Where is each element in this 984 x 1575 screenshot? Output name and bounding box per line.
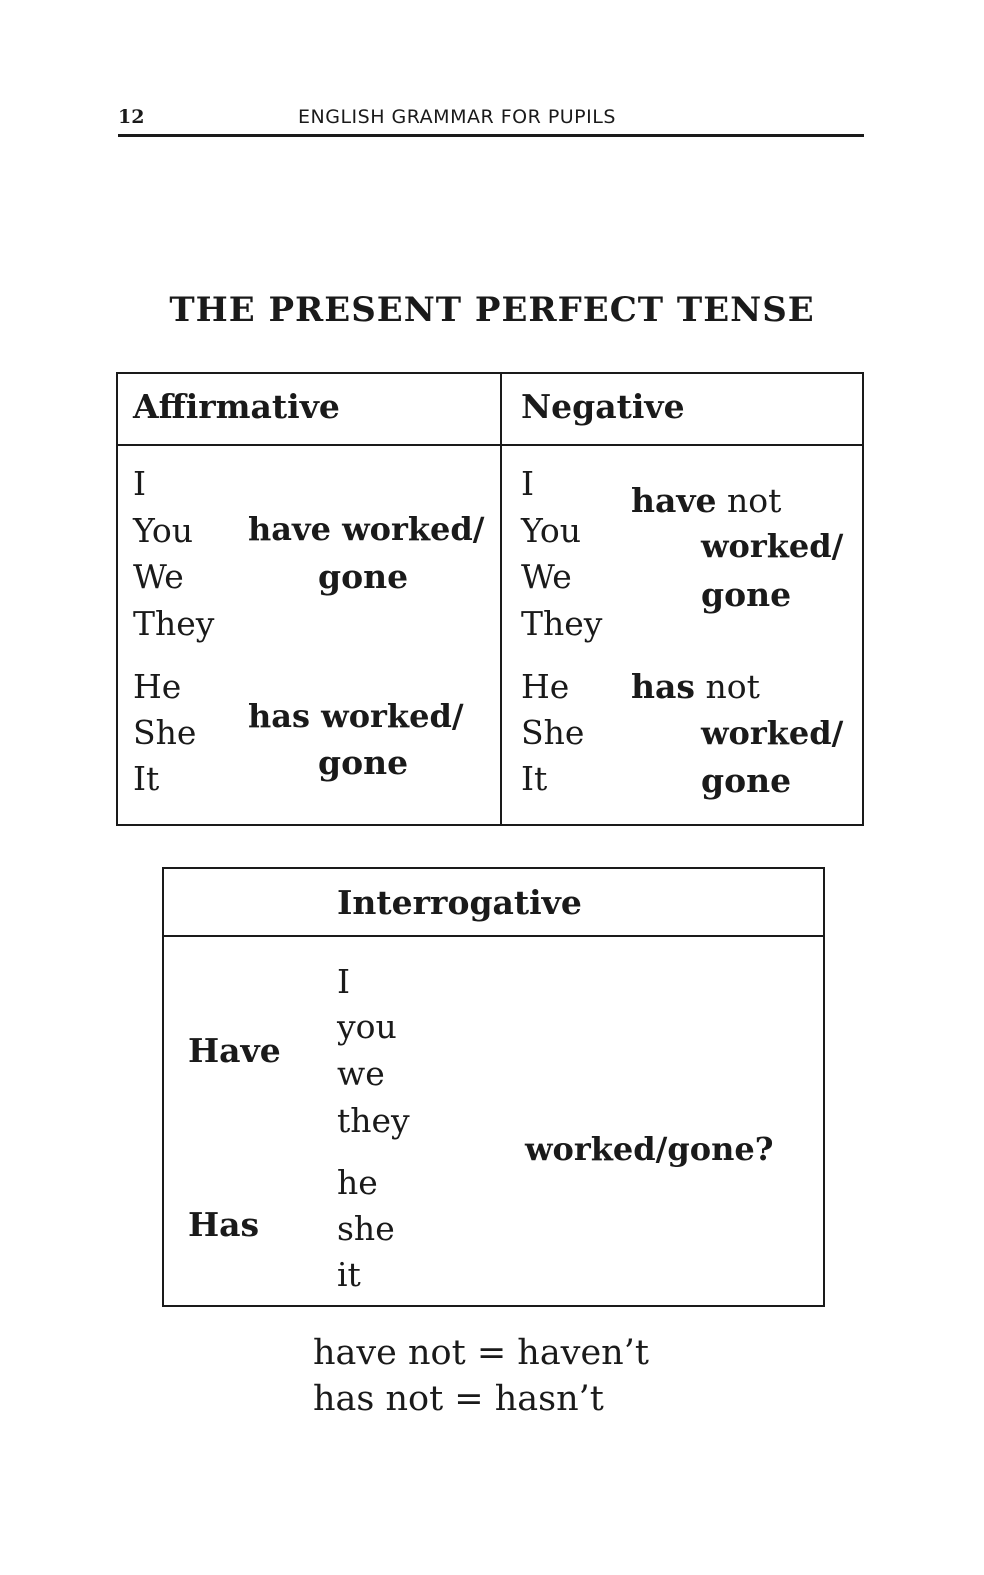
negative-pronoun-he: He [521, 667, 570, 706]
negative-has-gone: gone [701, 761, 792, 800]
negative-has-not [631, 667, 760, 706]
negative-has: has [631, 667, 695, 706]
interrogative-pronoun-she: she [337, 1209, 395, 1248]
affirmative-pronoun-i: I [133, 464, 147, 503]
affirmative-has-gone: gone [318, 743, 409, 782]
contraction-note-have: have not = haven’t [313, 1333, 649, 1373]
negative-have-not-word: not [727, 481, 782, 520]
interrogative-pronoun-it: it [337, 1255, 361, 1294]
interrogative-pronoun-we: we [337, 1054, 385, 1093]
running-header [118, 106, 864, 137]
negative-has-worked: worked/ [701, 714, 844, 752]
affirmative-pronoun-we: We [133, 557, 184, 596]
interrogative-pronoun-you: you [337, 1007, 397, 1046]
interrogative-pronoun-they: they [337, 1101, 410, 1140]
contraction-note-has: has not = hasn’t [313, 1379, 604, 1419]
table-column-divider [500, 372, 502, 826]
affirmative-pronoun-he: He [133, 667, 182, 706]
affirmative-have-gone: gone [318, 557, 409, 596]
interrogative-table [162, 867, 825, 1307]
running-title: ENGLISH GRAMMAR FOR PUPILS [298, 106, 616, 128]
negative-pronoun-she: She [521, 713, 585, 752]
table-header-divider [116, 444, 864, 446]
interrogative-heading: Interrogative [337, 883, 582, 922]
page-title: THE PRESENT PERFECT TENSE [169, 290, 815, 330]
interrogative-pronoun-i: I [337, 962, 351, 1001]
page-number: 12 [118, 106, 145, 128]
affirmative-pronoun-it: It [133, 759, 160, 798]
negative-pronoun-we: We [521, 557, 572, 596]
affirmative-heading: Affirmative [133, 387, 340, 426]
negative-have-gone: gone [701, 575, 792, 614]
negative-have: have [631, 481, 717, 520]
interrogative-header-divider [162, 935, 825, 937]
negative-have-worked: worked/ [701, 527, 844, 565]
negative-pronoun-you: You [521, 511, 582, 550]
negative-pronoun-it: It [521, 759, 548, 798]
interrogative-verb: worked/gone? [525, 1130, 774, 1168]
interrogative-have: Have [188, 1031, 281, 1070]
affirmative-pronoun-she: She [133, 713, 197, 752]
negative-have-not [631, 481, 782, 520]
negative-has-not-word: not [705, 667, 760, 706]
affirmative-has-worked: has worked/ [248, 697, 464, 735]
interrogative-pronoun-he: he [337, 1163, 378, 1202]
affirmative-have-worked: have worked/ [248, 510, 485, 548]
negative-heading: Negative [521, 387, 685, 426]
interrogative-has: Has [188, 1205, 260, 1244]
affirmative-pronoun-they: They [133, 604, 215, 643]
negative-pronoun-they: They [521, 604, 603, 643]
negative-pronoun-i: I [521, 464, 535, 503]
affirmative-pronoun-you: You [133, 511, 194, 550]
